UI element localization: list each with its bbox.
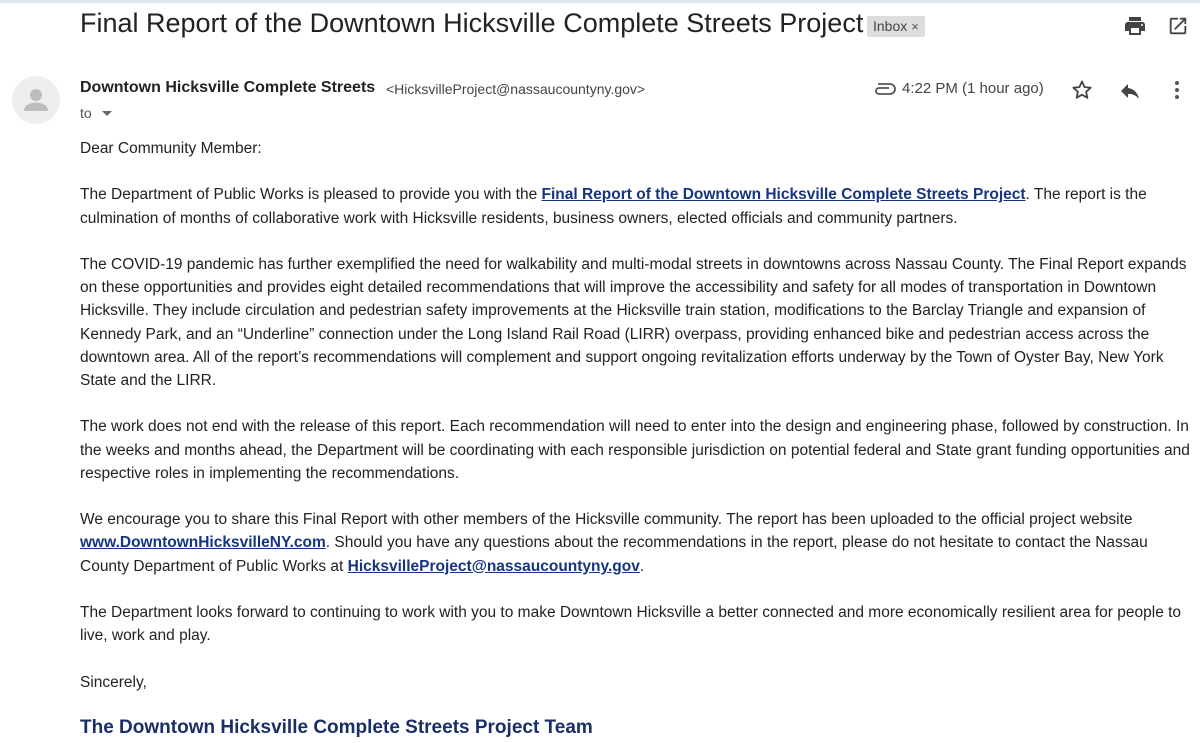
- sender-email: <HicksvilleProject@nassaucountyny.gov>: [386, 81, 646, 97]
- paragraph-4-middle: . Should you have any questions about the recommendations in the report, please do not hesitate to contact the Nassau County Department of Public Works at: [80, 534, 1148, 575]
- paragraph-1-rest: . The report is the culmination of months of collaborative work with Hicksville residents, business owners, elected officials and community partners.: [80, 186, 1147, 227]
- recipient-toggle-label[interactable]: to: [80, 105, 92, 121]
- attachment-icon: [872, 82, 896, 96]
- project-website-link[interactable]: www.DowntownHicksvilleNY.com: [80, 534, 326, 552]
- paragraph-1: [80, 183, 1190, 229]
- paragraph-4: [80, 508, 1190, 578]
- chevron-down-icon[interactable]: [102, 111, 112, 116]
- paragraph-1-intro: The Department of Public Works is pleased to provide you with the: [80, 186, 542, 204]
- default-user-icon: [12, 76, 60, 124]
- paragraph-3: The work does not end with the release of this report. Each recommendation will need to enter into the design and engineering phase, followed by construction. In the weeks and months ahead, the Department will be coordinating with each responsible jurisdiction on potential federal and State grant funding opportunities and respective roles in implementing the recommendations.: [80, 418, 1190, 482]
- inbox-label-text: Inbox: [873, 18, 908, 34]
- paragraph-5: The Department looks forward to continuing to work with you to make Downtown Hicksville a better connected and more economically resilient area for people to live, work and play.: [80, 603, 1182, 645]
- contact-email-link[interactable]: HicksvilleProject@nassaucountyny.gov: [347, 557, 640, 575]
- more-options-icon[interactable]: [1170, 78, 1184, 102]
- sender-avatar: [12, 76, 60, 124]
- paragraph-4-intro: We encourage you to share this Final Report with other members of the Hicksville community. The report has been uploaded to the official project website: [80, 511, 1133, 529]
- star-icon[interactable]: [1070, 78, 1094, 102]
- top-border: [0, 0, 1200, 3]
- print-icon[interactable]: [1123, 14, 1147, 38]
- remove-label-icon[interactable]: ×: [911, 19, 919, 34]
- email-body: [80, 137, 1190, 717]
- open-in-new-window-icon[interactable]: [1167, 15, 1189, 37]
- signature: The Downtown Hicksville Complete Streets Project Team: [80, 717, 593, 738]
- sender-name: Downtown Hicksville Complete Streets: [80, 79, 376, 96]
- final-report-link[interactable]: Final Report of the Downtown Hicksville Complete Streets Project: [541, 186, 1026, 204]
- closing: Sincerely,: [80, 673, 147, 691]
- inbox-label-chip[interactable]: [867, 16, 925, 37]
- paragraph-4-end: .: [639, 557, 645, 575]
- reply-icon[interactable]: [1118, 79, 1142, 103]
- email-subject: Final Report of the Downtown Hicksville Complete Streets Project: [80, 8, 864, 38]
- paragraph-2: The COVID-19 pandemic has further exemplified the need for walkability and multi-modal streets in downtowns across Nassau County. The Final Report expands on these opportunities and provides eight detailed recommendations that will improve the accessibility and safety for all modes of transportation in Downtown Hicksville. They include circulation and pedestrian safety improvements at the Hicksville train station, modifications to the Barclay Triangle and expansion of Kennedy Park, and an “Underline” connection under the Long Island Rail Road (LIRR) overpass, providing enhanced bike and pedestrian access across the downtown area. All of the report’s recommendations will complement and support ongoing revitalization efforts underway by the Town of Oyster Bay, New York State and the LIRR.: [80, 255, 1187, 389]
- email-timestamp: 4:22 PM (1 hour ago): [902, 80, 1044, 97]
- greeting: Dear Community Member:: [80, 140, 262, 157]
